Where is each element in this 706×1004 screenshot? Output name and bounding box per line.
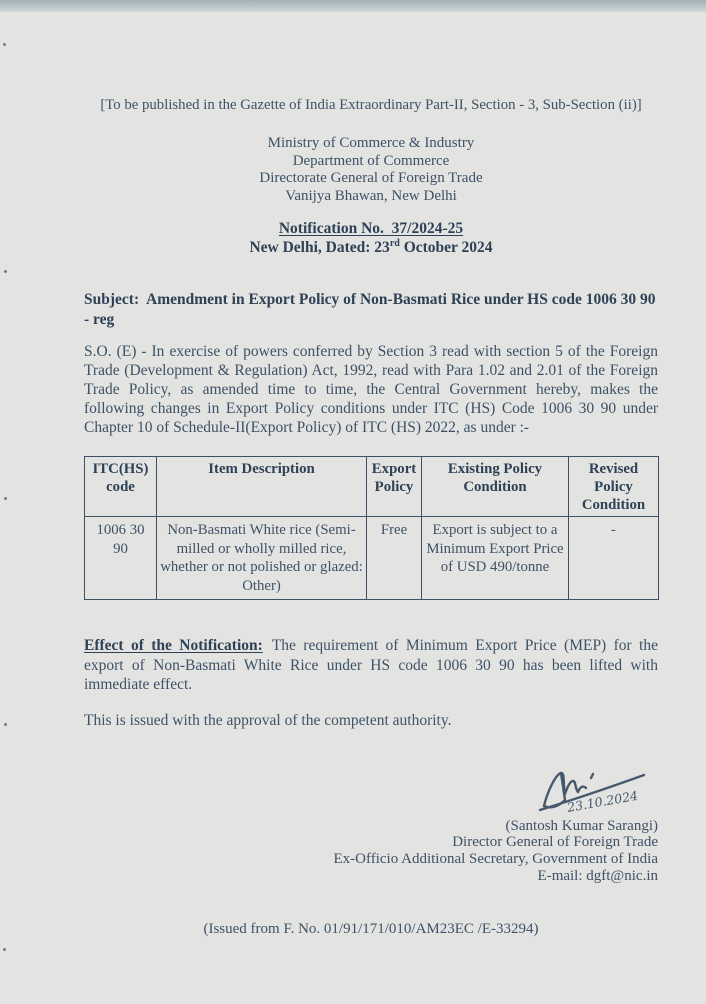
ministry-line: Ministry of Commerce & Industry	[267, 135, 475, 151]
scan-artifact-dot	[4, 497, 7, 500]
policy-table	[84, 456, 659, 600]
effect-label: Effect of the Notification:	[84, 637, 263, 655]
col-header-itc-hs-code: ITC(HS) code	[85, 457, 157, 517]
notification-heading	[84, 220, 658, 257]
scan-artifact-dot	[4, 723, 7, 726]
scan-artifact-dot	[3, 43, 6, 46]
handwritten-date: 23.10.2024	[565, 787, 640, 815]
directorate-line: Directorate General of Foreign Trade	[259, 170, 483, 187]
file-number-line: (Issued from F. No. 01/91/171/010/AM23EC /E-33294)	[203, 921, 539, 938]
body-paragraph: S.O. (E) - In exercise of powers conferred by Section 3 read with section 5 of the Foreign Trade (Development & Regulation) Act, 1992, read with Para 1.02 and 2.01 of the Foreign Trade Policy, as amended time to time, the Central Government hereby, makes the following changes in Export Policy conditions under ITC (HS) Code 1006 30 90 under Chapter 10 of Schedule-II(Export Policy) of ITC (HS) 2022, as under :-	[84, 343, 658, 436]
notification-number: Notification No. 37/2024-25	[278, 220, 464, 238]
signatory-secondary-title: Ex-Officio Additional Secretary, Government of India	[333, 851, 658, 868]
signatory-title: Director General of Foreign Trade	[452, 834, 658, 851]
letterhead	[84, 135, 658, 205]
cell-existing-condition: Export is subject to a Minimum Export Price of USD 490/tonne	[422, 517, 569, 600]
notification-date-suffix: October 2024	[399, 238, 493, 256]
cell-item-description: Non-Basmati White rice (Semi-milled or wholly milled rice, whether or not polished or glazed: Other)	[157, 517, 367, 600]
signatory-name: (Santosh Kumar Sarangi)	[505, 817, 658, 834]
effect-text: The requirement of Minimum Export Price (MEP) for the export of Non-Basmati White Rice under HS code 1006 30 90 has been lifted with immediate effect.	[84, 637, 658, 694]
policy-table-row	[85, 517, 659, 600]
scan-artifact-dot	[4, 270, 7, 273]
department-line: Department of Commerce	[292, 152, 450, 169]
col-header-export-policy: Export Policy	[367, 457, 422, 517]
notification-date	[84, 239, 658, 258]
subject-line: Subject: Amendment in Export Policy of Non-Basmati Rice under HS code 1006 30 90 - reg	[84, 291, 660, 329]
gazette-publication-line: [To be published in the Gazette of India Extraordinary Part-II, Section - 3, Sub-Section (ii)]	[100, 97, 642, 113]
scan-artifact-dot	[3, 948, 6, 951]
handwritten-signature	[534, 766, 656, 818]
signatory-email: E-mail: dgft@nic.in	[537, 867, 658, 884]
address-line: Vanijya Bhawan, New Delhi	[285, 187, 457, 204]
notification-date-ordinal: rd	[389, 237, 400, 249]
approval-line: This is issued with the approval of the competent authority.	[84, 711, 452, 729]
cell-revised-condition: -	[569, 517, 659, 600]
cell-export-policy: Free	[367, 517, 422, 600]
col-header-revised-condition: Revised Policy Condition	[569, 457, 659, 517]
signature-block	[84, 766, 658, 884]
cell-itc-hs-code: 1006 30 90	[85, 517, 157, 600]
col-header-item-description: Item Description	[157, 457, 367, 517]
policy-table-header-row	[85, 457, 659, 517]
notification-date-prefix: New Delhi, Dated: 23	[249, 238, 390, 256]
col-header-existing-condition: Existing Policy Condition	[422, 457, 569, 517]
effect-paragraph	[84, 636, 658, 695]
